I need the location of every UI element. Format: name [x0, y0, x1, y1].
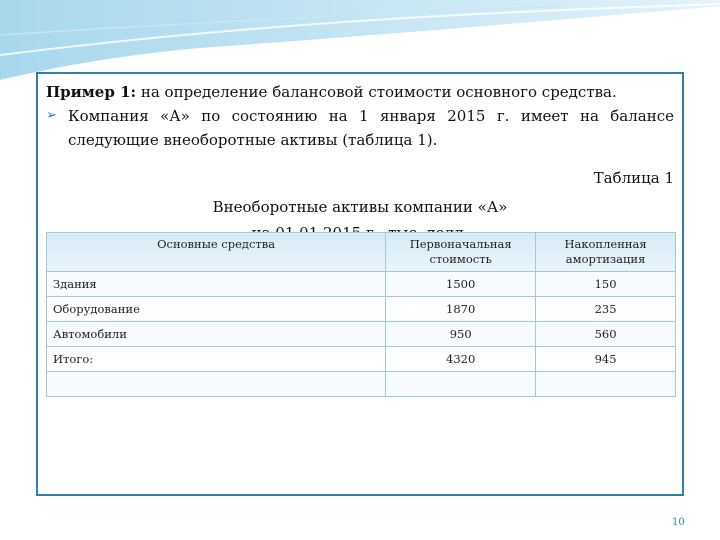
row-initial-cost: 1500 — [386, 272, 536, 297]
assets-table — [46, 232, 676, 397]
table-header-row — [47, 233, 676, 272]
row-initial-cost: 1870 — [386, 297, 536, 322]
table-row — [47, 272, 676, 297]
row-label: Оборудование — [47, 297, 386, 322]
table-row — [47, 322, 676, 347]
header-fixed-assets: Основные средства — [47, 233, 386, 272]
empty-cell — [47, 372, 386, 397]
empty-cell — [536, 372, 676, 397]
example-line — [46, 80, 674, 104]
row-depreciation: 560 — [536, 322, 676, 347]
row-label: Автомобили — [47, 322, 386, 347]
table-label: Таблица 1 — [593, 169, 674, 187]
example-text: на определение балансовой стоимости основного средства. — [140, 83, 617, 101]
page-number: 10 — [672, 517, 685, 528]
empty-cell — [386, 372, 536, 397]
header-initial-cost: Первоначальная стоимость — [386, 233, 536, 272]
bullet-text: Компания «А» по состоянию на 1 января 2015 г. имеет на балансе следующие внеоборотные активы (таблица 1). — [68, 107, 674, 149]
table-row-total — [47, 347, 676, 372]
header-accumulated-depreciation: Накопленная амортизация — [536, 233, 676, 272]
table-row — [47, 297, 676, 322]
row-label: Итого: — [47, 347, 386, 372]
slide-content — [46, 80, 674, 246]
slide-frame — [36, 72, 684, 496]
table-row-empty — [47, 372, 676, 397]
arrow-bullet-icon: ➢ — [46, 108, 57, 123]
table-title-line1: Внеоборотные активы компании «А» — [212, 198, 508, 216]
row-depreciation: 235 — [536, 297, 676, 322]
row-label: Здания — [47, 272, 386, 297]
row-depreciation: 945 — [536, 347, 676, 372]
bullet-paragraph — [46, 104, 674, 152]
row-initial-cost: 4320 — [386, 347, 536, 372]
row-initial-cost: 950 — [386, 322, 536, 347]
row-depreciation: 150 — [536, 272, 676, 297]
example-heading: Пример 1: — [46, 83, 137, 101]
